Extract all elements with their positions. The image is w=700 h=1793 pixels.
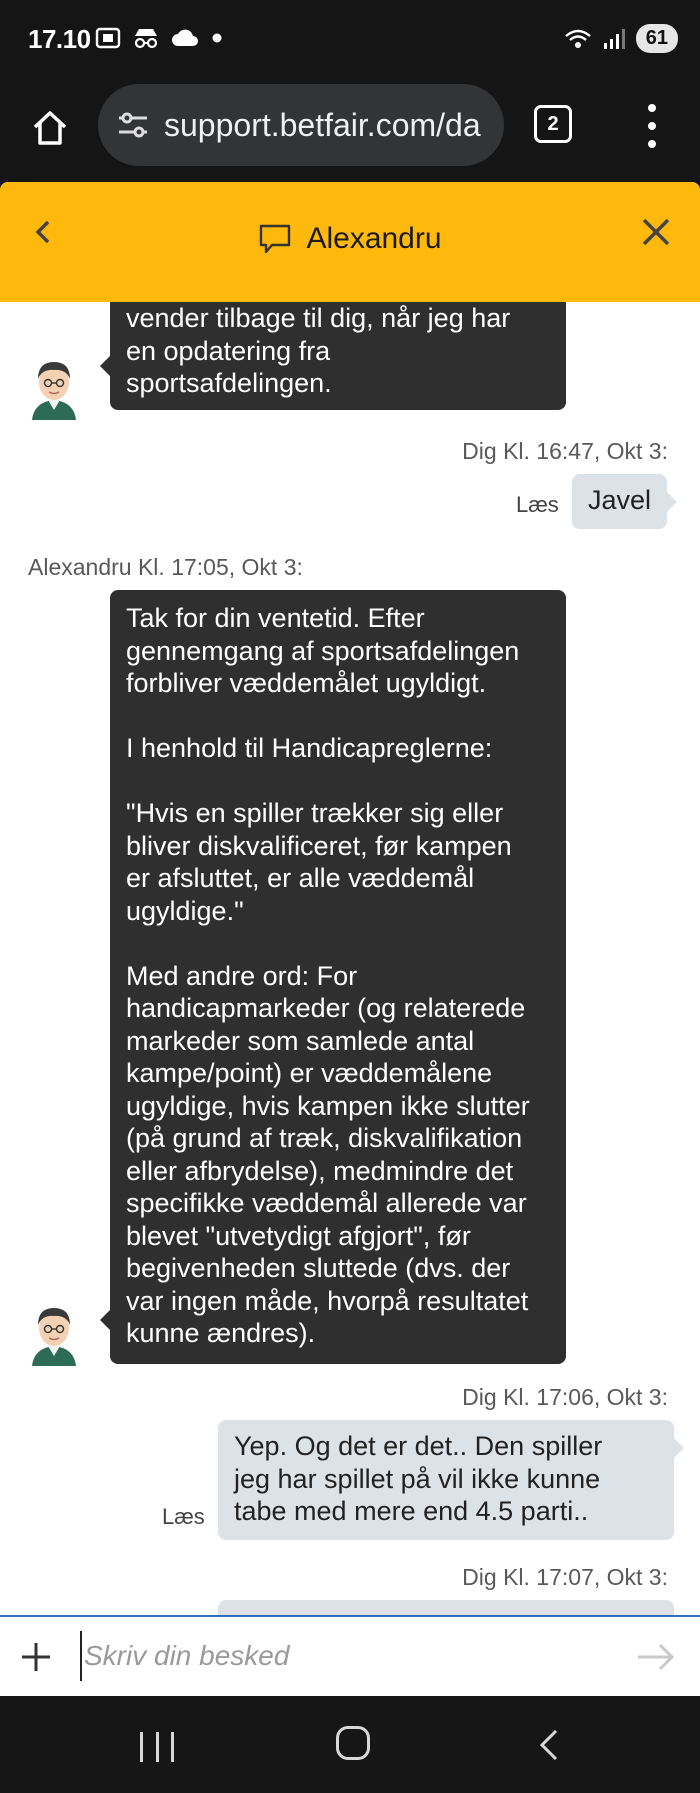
message-line: sportsafdelingen. [126, 368, 332, 398]
message-line: blevet "utvetydigt afgjort", før [126, 1220, 471, 1251]
cloud-icon [171, 28, 199, 48]
attach-button[interactable] [18, 1639, 54, 1675]
dot-icon [209, 28, 225, 48]
plus-icon [18, 1639, 54, 1675]
message-line: specifikke væddemål allerede var [126, 1188, 527, 1218]
message-line: tabe med mere end 4.5 parti.. [234, 1496, 589, 1526]
arrow-right-icon [634, 1639, 678, 1675]
message-line: ugyldige, hvis kampen ikke slutter [126, 1090, 530, 1121]
recent-apps-button[interactable] [140, 1732, 174, 1762]
tune-icon [117, 111, 149, 139]
message-line: jeg har spillet på vil ikke kunne [234, 1463, 601, 1494]
status-bar [0, 0, 700, 80]
message-line: en opdatering fra [126, 335, 331, 366]
message-line: begivenheden sluttede (dvs. der [126, 1253, 511, 1283]
message-line: Yep. Og det er det.. Den spiller [234, 1431, 603, 1461]
agent-message [110, 590, 566, 1364]
message-line: kampe/point) er væddemålene [126, 1058, 493, 1088]
message-meta: Dig Kl. 16:47, Okt 3: [462, 438, 668, 464]
close-button[interactable] [638, 212, 674, 252]
message-meta: Dig Kl. 17:07, Okt 3: [462, 1564, 668, 1590]
message-composer [0, 1615, 700, 1696]
message-list[interactable] [0, 302, 700, 1615]
home-icon [30, 108, 70, 148]
user-message [572, 474, 667, 529]
chat-widget [0, 182, 700, 1696]
menu-dot [648, 104, 656, 112]
signal-icon [602, 27, 626, 51]
message-line: forbliver væddemålet ugyldigt. [126, 668, 487, 698]
message-line: handicapmarkeder (og relaterede [126, 993, 526, 1023]
message-line: gennemgang af sportsafdelingen [126, 635, 520, 666]
read-status: Læs [516, 492, 559, 517]
message-line: ugyldige." [126, 895, 244, 926]
send-button[interactable] [634, 1639, 678, 1675]
read-status: Læs [162, 1504, 205, 1529]
menu-dot [648, 140, 656, 148]
home-nav-button[interactable] [336, 1726, 370, 1760]
blank-line [126, 765, 550, 798]
chat-bubble-icon [258, 223, 292, 255]
blank-line [126, 927, 550, 960]
message-line: var ingen måde, hvorpå resultatet [126, 1285, 529, 1316]
system-navigation-bar [0, 1696, 700, 1793]
message-line: I henhold til Handicapreglerne: [126, 733, 493, 763]
chat-title [0, 222, 700, 256]
blank-line [126, 700, 550, 733]
message-line: Tak for din ventetid. Efter [126, 603, 425, 633]
agent-avatar [26, 1300, 82, 1366]
url-text: support.betfair.com/da [164, 106, 481, 143]
incognito-icon [131, 26, 161, 50]
status-notification-icons [95, 26, 225, 50]
close-icon [638, 212, 674, 252]
status-time: 17.10 [28, 24, 91, 54]
message-line: (på grund af træk, diskvalifikation [126, 1123, 523, 1153]
back-nav-button[interactable] [536, 1728, 564, 1762]
message-line: vender tilbage til dig, når jeg har [126, 303, 511, 333]
agent-message [110, 302, 566, 410]
chat-header [0, 182, 700, 302]
message-meta: Alexandru Kl. 17:05, Okt 3: [28, 554, 303, 580]
tab-switcher-button[interactable]: 2 [534, 105, 572, 143]
message-line: "Hvis en spiller trækker sig eller [126, 798, 504, 828]
message-meta: Dig Kl. 17:06, Okt 3: [462, 1384, 668, 1410]
message-line: eller afbrydelse), medmindre det [126, 1155, 514, 1186]
message-line: er afsluttet, er alle væddemål [126, 863, 475, 893]
message-line: markeder som samlede antal [126, 1025, 475, 1056]
message-line: Javel [588, 485, 652, 515]
battery-indicator: 61 [636, 24, 678, 53]
user-message [218, 1600, 674, 1615]
browser-toolbar [0, 80, 700, 182]
status-system-icons [564, 24, 678, 53]
recent-apps-icon [140, 1732, 143, 1762]
menu-dot [648, 122, 656, 130]
site-settings-button[interactable] [116, 108, 150, 142]
more-menu-button[interactable] [640, 104, 664, 148]
agent-name: Alexandru [306, 222, 442, 255]
home-button[interactable] [24, 102, 76, 154]
message-input[interactable] [80, 1631, 600, 1681]
message-line: kunne ændres). [126, 1318, 316, 1348]
wifi-icon [564, 27, 592, 51]
screenshot-icon [95, 26, 121, 50]
user-message [218, 1420, 674, 1540]
url-bar[interactable] [98, 84, 504, 166]
agent-avatar [26, 354, 82, 420]
message-line: bliver diskvalificeret, før kampen [126, 830, 512, 861]
message-line: Med andre ord: For [126, 960, 358, 991]
back-nav-icon [536, 1728, 564, 1762]
